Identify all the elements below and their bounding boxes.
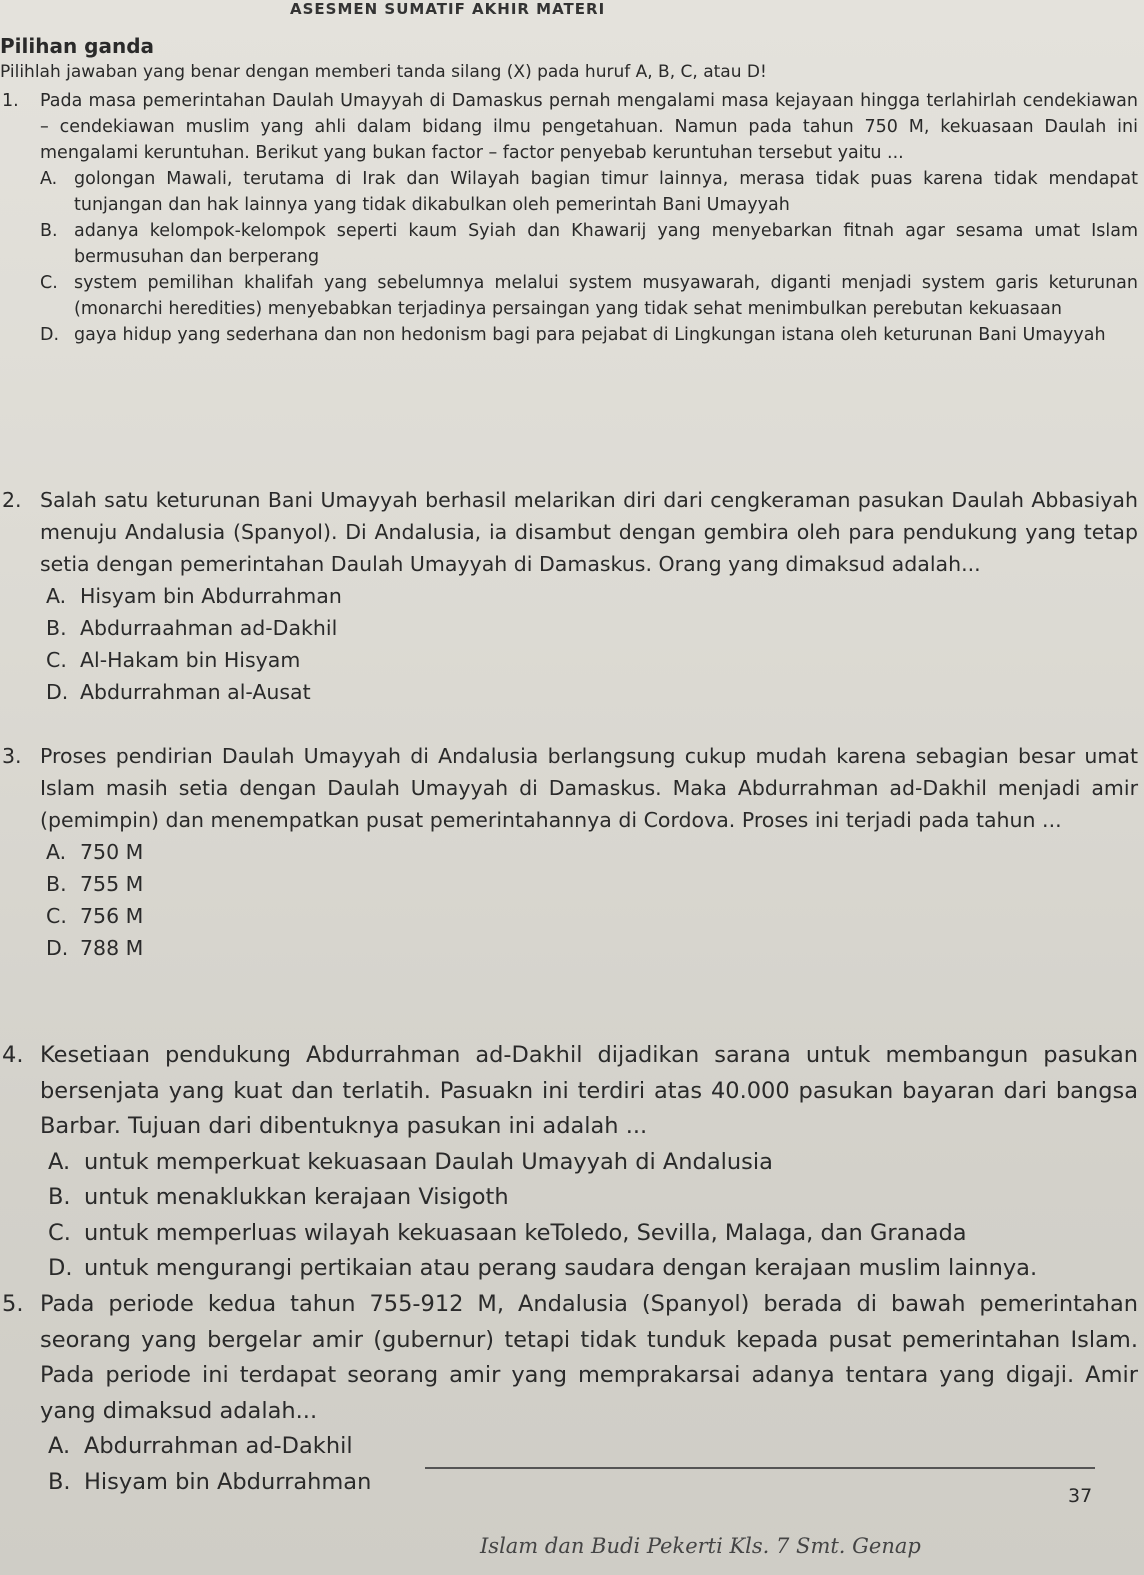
option-letter: B. xyxy=(46,872,67,896)
option-letter: B. xyxy=(40,221,58,241)
option-c[interactable] xyxy=(0,900,1138,932)
option-text: 750 M xyxy=(80,840,144,864)
question-body: Kesetiaan pendukung Abdurrahman ad-Dakhil dijadikan sarana untuk membangun pasukan bersenjata yang kuat dan terlatih. Pasuakn ini terdiri atas 40.000 pasukan bayaran dari bangsa Barbar. Tujuan dari dibentuknya pasukan ini adalah ... xyxy=(40,1042,1138,1139)
question-text xyxy=(0,1038,1138,1145)
option-d[interactable] xyxy=(0,1251,1138,1287)
question-4 xyxy=(0,1038,1138,1287)
question-number: 1. xyxy=(2,91,19,111)
option-letter: A. xyxy=(48,1148,71,1175)
option-b[interactable] xyxy=(0,218,1138,270)
option-text: Al-Hakam bin Hisyam xyxy=(80,648,301,672)
option-text: Hisyam bin Abdurrahman xyxy=(84,1468,372,1495)
option-text: system pemilihan khalifah yang sebelumnya melalui system musyawarah, diganti menjadi system garis keturunan (monarchi heredities) menyebabkan terjadinya persaingan yang tidak sehat menimbulkan perebutan kekuasaan xyxy=(74,273,1138,319)
option-b[interactable] xyxy=(0,612,1138,644)
option-text: untuk menaklukkan kerajaan Visigoth xyxy=(84,1184,509,1210)
option-letter: B. xyxy=(46,616,67,640)
option-text: adanya kelompok-kelompok seperti kaum Syiah dan Khawarij yang menyebarkan fitnah agar sesama umat Islam bermusuhan dan berperang xyxy=(74,221,1138,267)
option-text: Abdurrahman al-Ausat xyxy=(80,680,311,704)
option-letter: A. xyxy=(40,169,58,189)
question-1 xyxy=(0,88,1138,348)
option-d[interactable] xyxy=(0,322,1138,348)
question-3 xyxy=(0,740,1138,964)
question-body: Pada masa pemerintahan Daulah Umayyah di Damaskus pernah mengalami masa kejayaan hingga terlahirlah cendekiawan – cendekiawan muslim yang ahli dalam bidang ilmu pengetahuan. Namun pada tahun 750 M, kekuasaan Daulah ini mengalami keruntuhan. Berikut yang bukan factor – factor penyebab keruntuhan tersebut yaitu ... xyxy=(40,91,1138,163)
option-a[interactable] xyxy=(0,580,1138,612)
question-body: Pada periode kedua tahun 755-912 M, Andalusia (Spanyol) berada di bawah pemerintahan seorang yang bergelar amir (gubernur) tetapi tidak tunduk kepada pusat pemerintahan Islam. Pada periode ini terdapat seorang amir yang memprakarsai adanya tentara yang digaji. Amir yang dimaksud adalah... xyxy=(40,1291,1138,1424)
question-text xyxy=(0,1287,1138,1429)
option-a[interactable] xyxy=(0,836,1138,868)
option-c[interactable] xyxy=(0,270,1138,322)
footer-divider xyxy=(425,1467,1095,1469)
question-text xyxy=(0,740,1138,836)
option-text: untuk memperkuat kekuasaan Daulah Umayyah di Andalusia xyxy=(84,1148,773,1175)
instruction-text: Pilihlah jawaban yang benar dengan memberi tanda silang (X) pada huruf A, B, C, atau D! xyxy=(0,62,767,82)
question-body: Proses pendirian Daulah Umayyah di Andalusia berlangsung cukup mudah karena sebagian besar umat Islam masih setia dengan Daulah Umayyah di Damaskus. Maka Abdurrahman ad-Dakhil menjadi amir (pemimpin) dan menempatkan pusat pemerintahannya di Cordova. Proses ini terjadi pada tahun ... xyxy=(40,744,1138,832)
option-letter: D. xyxy=(40,325,60,345)
option-text: golongan Mawali, terutama di Irak dan Wilayah bagian timur lainnya, merasa tidak puas karena tidak mendapat tunjangan dan hak lainnya yang tidak dikabulkan oleh pemerintah Bani Umayyah xyxy=(74,169,1138,215)
option-letter: D. xyxy=(48,1255,73,1281)
question-number: 2. xyxy=(2,488,22,512)
question-body: Salah satu keturunan Bani Umayyah berhasil melarikan diri dari cengkeraman pasukan Daulah Abbasiyah menuju Andalusia (Spanyol). Di Andalusia, ia disambut dengan gembira oleh para pendukung yang tetap setia dengan pemerintahan Daulah Umayyah di Damaskus. Orang yang dimaksud adalah... xyxy=(40,488,1138,576)
option-b[interactable] xyxy=(0,868,1138,900)
option-text: 755 M xyxy=(80,872,144,896)
option-text: untuk memperluas wilayah kekuasaan keToledo, Sevilla, Malaga, dan Granada xyxy=(84,1219,967,1246)
option-text: untuk mengurangi pertikaian atau perang saudara dengan kerajaan muslim lainnya. xyxy=(84,1255,1038,1281)
option-text: Abdurraahman ad-Dakhil xyxy=(80,616,338,640)
option-letter: A. xyxy=(46,584,67,608)
option-text: gaya hidup yang sederhana dan non hedonism bagi para pejabat di Lingkungan istana oleh keturunan Bani Umayyah xyxy=(74,325,1106,345)
option-d[interactable] xyxy=(0,676,1138,708)
option-b[interactable] xyxy=(0,1180,1138,1216)
option-letter: D. xyxy=(46,936,69,960)
page-header: ASESMEN SUMATIF AKHIR MATERI xyxy=(290,0,606,18)
option-letter: D. xyxy=(46,680,69,704)
option-a[interactable] xyxy=(0,166,1138,218)
option-letter: B. xyxy=(48,1468,71,1495)
option-a[interactable] xyxy=(0,1429,1138,1465)
option-letter: A. xyxy=(48,1433,71,1459)
question-number: 4. xyxy=(2,1042,24,1068)
question-text xyxy=(0,88,1138,166)
option-c[interactable] xyxy=(0,644,1138,676)
option-text: Hisyam bin Abdurrahman xyxy=(80,584,342,608)
section-title: Pilihan ganda xyxy=(0,34,155,58)
option-c[interactable] xyxy=(0,1216,1138,1252)
option-letter: B. xyxy=(48,1184,71,1210)
option-letter: C. xyxy=(46,904,67,928)
option-d[interactable] xyxy=(0,932,1138,964)
option-letter: C. xyxy=(48,1219,71,1246)
page-number: 37 xyxy=(1068,1485,1093,1507)
footer-book-title: Islam dan Budi Pekerti Kls. 7 Smt. Genap xyxy=(480,1534,921,1558)
question-number: 3. xyxy=(2,744,22,768)
question-number: 5. xyxy=(2,1291,24,1317)
option-text: 788 M xyxy=(80,936,144,960)
option-letter: C. xyxy=(40,273,58,293)
option-letter: A. xyxy=(46,840,67,864)
option-letter: C. xyxy=(46,648,67,672)
question-text xyxy=(0,484,1138,580)
option-b[interactable] xyxy=(0,1465,1138,1501)
option-text: Abdurrahman ad-Dakhil xyxy=(84,1433,353,1459)
option-text: 756 M xyxy=(80,904,144,928)
question-2 xyxy=(0,484,1138,708)
option-a[interactable] xyxy=(0,1145,1138,1181)
